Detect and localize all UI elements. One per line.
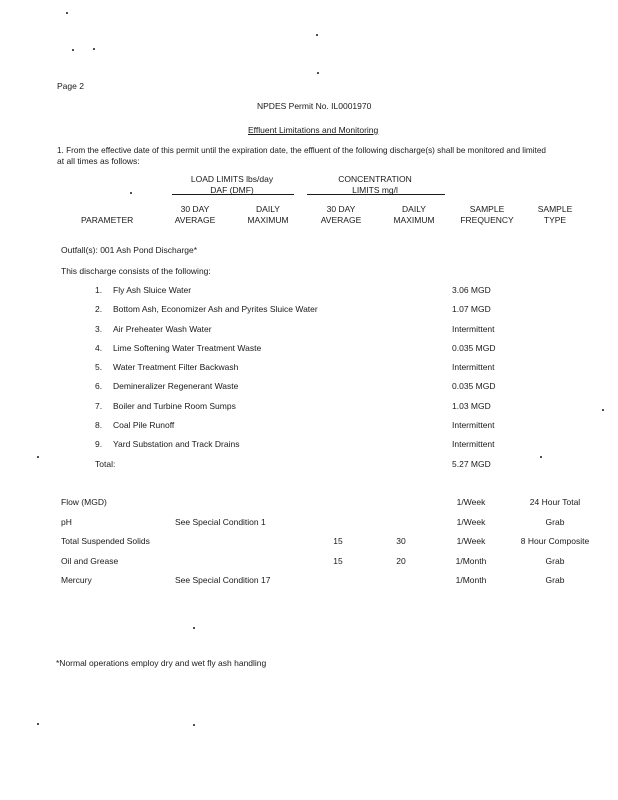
scan-speck — [316, 34, 318, 36]
parameter-sample-type: 24 Hour Total — [529, 497, 581, 507]
scan-speck — [540, 456, 542, 458]
component-flow: Intermittent — [452, 362, 495, 372]
component-name: Demineralizer Regenerant Waste — [113, 381, 239, 391]
intro-text-cont: at all times as follows: — [57, 156, 140, 166]
col-conc-max-1: DAILY — [402, 204, 426, 214]
component-flow: Intermittent — [452, 420, 495, 430]
load-limits-rule — [172, 194, 294, 195]
col-load-max-1: DAILY — [256, 204, 280, 214]
permit-title: NPDES Permit No. IL0001970 — [257, 101, 372, 111]
discharge-intro: This discharge consists of the following: — [61, 266, 211, 276]
component-name: Coal Pile Runoff — [113, 420, 175, 430]
component-name: Fly Ash Sluice Water — [113, 285, 192, 295]
parameter-note: See Special Condition 17 — [175, 575, 271, 585]
parameter-frequency: 1/Month — [455, 556, 487, 566]
component-num: 8. — [95, 420, 103, 430]
scan-speck — [93, 48, 95, 50]
parameter-name: Total Suspended Solids — [61, 536, 150, 546]
component-flow: 0.035 MGD — [452, 343, 496, 353]
component-num: 3. — [95, 324, 103, 334]
concentration-header: CONCENTRATION — [338, 174, 412, 184]
scan-speck — [130, 192, 132, 194]
load-limits-units: DAF (DMF) — [210, 185, 254, 195]
col-load-max-2: MAXIMUM — [247, 215, 289, 225]
scan-speck — [317, 72, 319, 74]
parameter-conc-avg: 15 — [333, 556, 343, 566]
component-name: Lime Softening Water Treatment Waste — [113, 343, 262, 353]
scan-speck — [66, 12, 68, 14]
parameter-note: See Special Condition 1 — [175, 517, 266, 527]
load-limits-header: LOAD LIMITS lbs/day — [190, 174, 274, 184]
outfall-label: Outfall(s): 001 Ash Pond Discharge* — [61, 245, 198, 255]
component-num: 4. — [95, 343, 103, 353]
parameter-conc-max: 20 — [396, 556, 406, 566]
total-value: 5.27 MGD — [452, 459, 491, 469]
scan-speck — [602, 409, 604, 411]
parameter-frequency: 1/Week — [456, 497, 486, 507]
col-type-1: SAMPLE — [537, 204, 573, 214]
component-flow: 1.03 MGD — [452, 401, 491, 411]
parameter-name: pH — [61, 517, 72, 527]
component-num: 1. — [95, 285, 103, 295]
component-name: Air Preheater Wash Water — [113, 324, 212, 334]
component-num: 9. — [95, 439, 103, 449]
col-type-2: TYPE — [543, 215, 567, 225]
col-parameter: PARAMETER — [81, 215, 134, 225]
component-flow: 0.035 MGD — [452, 381, 496, 391]
component-flow: Intermittent — [452, 439, 495, 449]
parameter-name: Oil and Grease — [61, 556, 119, 566]
parameter-sample-type: 8 Hour Composite — [520, 536, 590, 546]
concentration-rule — [307, 194, 445, 195]
component-num: 7. — [95, 401, 103, 411]
component-flow: Intermittent — [452, 324, 495, 334]
parameter-conc-avg: 15 — [333, 536, 343, 546]
concentration-units: LIMITS mg/l — [352, 185, 398, 195]
col-frequency-1: SAMPLE — [469, 204, 505, 214]
component-flow: 3.06 MGD — [452, 285, 491, 295]
total-label: Total: — [95, 459, 116, 469]
page-label: Page 2 — [57, 81, 84, 91]
component-num: 2. — [95, 304, 103, 314]
parameter-frequency: 1/Week — [456, 517, 486, 527]
col-conc-avg-2: AVERAGE — [320, 215, 362, 225]
component-name: Water Treatment Filter Backwash — [113, 362, 239, 372]
col-load-avg-1: 30 DAY — [180, 204, 210, 214]
intro-text: 1. From the effective date of this permit until the expiration date, the effluent of the following discharge(s) shall be monitored and limited — [57, 146, 546, 155]
parameter-frequency: 1/Week — [456, 536, 486, 546]
parameter-sample-type: Grab — [545, 556, 565, 566]
component-num: 5. — [95, 362, 103, 372]
component-num: 6. — [95, 381, 103, 391]
parameter-conc-max: 30 — [396, 536, 406, 546]
section-title: Effluent Limitations and Monitoring — [248, 125, 379, 135]
parameter-sample-type: Grab — [545, 517, 565, 527]
scan-speck — [37, 456, 39, 458]
scan-speck — [193, 627, 195, 629]
parameter-name: Mercury — [61, 575, 92, 585]
parameter-name: Flow (MGD) — [61, 497, 107, 507]
scan-speck — [193, 724, 195, 726]
col-frequency-2: FREQUENCY — [460, 215, 514, 225]
component-name: Yard Substation and Track Drains — [113, 439, 240, 449]
col-conc-max-2: MAXIMUM — [393, 215, 435, 225]
component-name: Boiler and Turbine Room Sumps — [113, 401, 236, 411]
scan-speck — [72, 49, 74, 51]
parameter-frequency: 1/Month — [455, 575, 487, 585]
scan-speck — [37, 723, 39, 725]
component-flow: 1.07 MGD — [452, 304, 491, 314]
col-conc-avg-1: 30 DAY — [326, 204, 356, 214]
component-name: Bottom Ash, Economizer Ash and Pyrites Sluice Water — [113, 304, 318, 314]
col-load-avg-2: AVERAGE — [174, 215, 216, 225]
footnote: *Normal operations employ dry and wet fly ash handling — [56, 658, 267, 668]
parameter-sample-type: Grab — [545, 575, 565, 585]
